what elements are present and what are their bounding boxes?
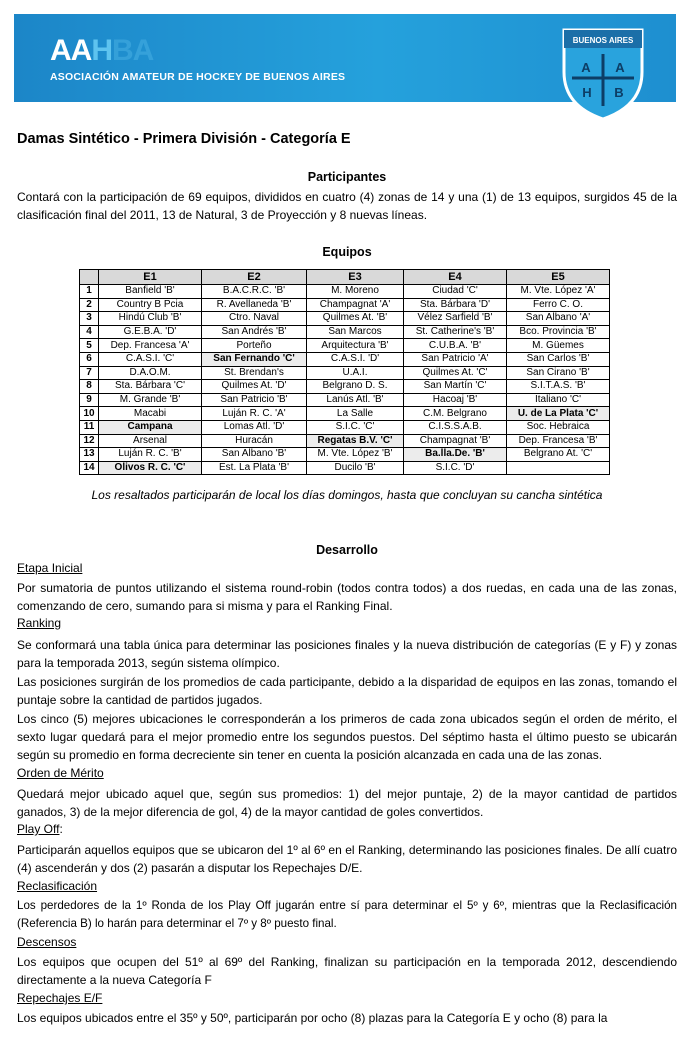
orden-merito-label: Orden de Mérito	[17, 766, 104, 780]
team-cell-e3: M. Moreno	[307, 285, 404, 299]
table-row	[80, 325, 610, 339]
row-number: 9	[80, 393, 99, 407]
org-logo: AAHBA	[50, 34, 154, 67]
team-cell-e2: B.A.C.R.C. 'B'	[202, 285, 307, 299]
team-cell-e3: Champagnat 'A'	[307, 298, 404, 312]
play-off-label: Play Off	[17, 822, 60, 836]
team-cell-e1: Olivos R. C. 'C'	[99, 461, 202, 475]
team-cell-e1: Sta. Bárbara 'C'	[99, 380, 202, 394]
team-cell-e2: Huracán	[202, 434, 307, 448]
row-number: 3	[80, 312, 99, 326]
team-cell-e4: San Patricio 'A'	[404, 352, 507, 366]
table-row	[80, 393, 610, 407]
table-row	[80, 366, 610, 380]
table-row	[80, 434, 610, 448]
header-cell-e5: E5	[507, 270, 610, 285]
team-cell-e5: M. Vte. López 'A'	[507, 285, 610, 299]
team-cell-e5: San Albano 'A'	[507, 312, 610, 326]
page-title: Damas Sintético - Primera División - Categoría E	[17, 131, 351, 147]
team-cell-e3: Belgrano D. S.	[307, 380, 404, 394]
team-cell-e4: Champagnat 'B'	[404, 434, 507, 448]
play-off-colon: :	[59, 822, 63, 836]
team-cell-e2: Est. La Plata 'B'	[202, 461, 307, 475]
team-cell-e1: Arsenal	[99, 434, 202, 448]
table-row	[80, 420, 610, 434]
table-row	[80, 380, 610, 394]
reclasificacion-text: Los perdedores de la 1º Ronda de los Play Off jugarán entre sí para determinar el 5º y 6º, mientras que la Reclasificación (Referencia B) lo harán para determinar el 7º y 8º puesto final.	[17, 899, 677, 930]
team-cell-e5: M. Güemes	[507, 339, 610, 353]
ranking-text-2: Las posiciones surgirán de los promedios de cada participante, debido a la disparidad de equipos en las zonas, tomando el puntaje sobre la cantidad de partidos jugados.	[17, 675, 677, 707]
team-cell-e3: Quilmes At. 'B'	[307, 312, 404, 326]
team-cell-e5: Bco. Provincia 'B'	[507, 325, 610, 339]
row-number: 13	[80, 448, 99, 462]
team-cell-e5: San Carlos 'B'	[507, 352, 610, 366]
team-cell-e1: Campana	[99, 420, 202, 434]
team-cell-e1: Luján R. C. 'B'	[99, 448, 202, 462]
team-cell-e4: C.I.S.S.A.B.	[404, 420, 507, 434]
header-cell-e2: E2	[202, 270, 307, 285]
ranking-label: Ranking	[17, 616, 62, 630]
team-cell-e3: U.A.I.	[307, 366, 404, 380]
team-cell-e4: Ba.lla.De. 'B'	[404, 448, 507, 462]
team-cell-e2: Lomas Atl. 'D'	[202, 420, 307, 434]
team-cell-e1: M. Grande 'B'	[99, 393, 202, 407]
reclasificacion-label: Reclasificación	[17, 879, 98, 893]
ranking-text-1: Se conformará una tabla única para determinar las posiciones finales y la nueva distribución de categorías (E y F) y zonas para la temporada 2013, según sistema olímpico.	[17, 638, 677, 670]
desarrollo-heading: Desarrollo	[316, 543, 378, 557]
repechajes-label: Repechajes E/F	[17, 991, 103, 1005]
svg-text:A: A	[615, 60, 625, 75]
team-cell-e2: Quilmes At. 'D'	[202, 380, 307, 394]
row-number: 8	[80, 380, 99, 394]
team-cell-e4: Ciudad 'C'	[404, 285, 507, 299]
row-number: 6	[80, 352, 99, 366]
orden-merito-text: Quedará mejor ubicado aquel que, según sus promedios: 1) del mejor puntaje, 2) de la mayor cantidad de partidos ganados, 3) de la mejor diferencia de gol, 4) de la mayor cantidad de goles convertidos.	[17, 787, 677, 819]
team-cell-e2: R. Avellaneda 'B'	[202, 298, 307, 312]
table-row	[80, 285, 610, 299]
teams-table-header	[80, 270, 610, 285]
table-row	[80, 407, 610, 421]
team-cell-e2: San Albano 'B'	[202, 448, 307, 462]
teams-table	[79, 269, 610, 475]
table-row	[80, 312, 610, 326]
team-cell-e5: San Cirano 'B'	[507, 366, 610, 380]
team-cell-e2: San Patricio 'B'	[202, 393, 307, 407]
team-cell-e1: Hindú Club 'B'	[99, 312, 202, 326]
header-cell-e3: E3	[307, 270, 404, 285]
team-cell-e2: Ctro. Naval	[202, 312, 307, 326]
descensos-text: Los equipos que ocupen del 51º al 69º del Ranking, finalizan su participación en la temporada 2012, descendiendo directamente a la nueva Categoría F	[17, 955, 677, 987]
team-cell-e1: D.A.O.M.	[99, 366, 202, 380]
row-number: 7	[80, 366, 99, 380]
team-cell-e1: G.E.B.A. 'D'	[99, 325, 202, 339]
row-number: 14	[80, 461, 99, 475]
play-off-text: Participarán aquellos equipos que se ubicaron del 1º al 6º en el Ranking, determinando las posiciones finales. De allí cuatro (4) ascenderán y dos (2) pasarán a disputar los Repechajes D/E.	[17, 843, 677, 875]
team-cell-e4: C.U.B.A. 'B'	[404, 339, 507, 353]
etapa-inicial-text: Por sumatoria de puntos utilizando el sistema round-robin (todos contra todos) a dos ruedas, en cada una de las zonas, comenzando de cero, sumando para si misma y para el Ranking Final.	[17, 581, 677, 613]
table-note: Los resaltados participarán de local los días domingos, hasta que concluyan su cancha sintética	[91, 488, 603, 502]
table-row	[80, 461, 610, 475]
team-cell-e3: S.I.C. 'C'	[307, 420, 404, 434]
team-cell-e3: San Marcos	[307, 325, 404, 339]
team-cell-e3: Regatas B.V. 'C'	[307, 434, 404, 448]
team-cell-e3: M. Vte. López 'B'	[307, 448, 404, 462]
row-number: 11	[80, 420, 99, 434]
row-number: 2	[80, 298, 99, 312]
row-number: 4	[80, 325, 99, 339]
header-cell-e1: E1	[99, 270, 202, 285]
team-cell-e2: Porteño	[202, 339, 307, 353]
descensos-label: Descensos	[17, 935, 77, 949]
team-cell-e1: Macabi	[99, 407, 202, 421]
team-cell-e1: Banfield 'B'	[99, 285, 202, 299]
team-cell-e5	[507, 461, 610, 475]
team-cell-e4: Vélez Sarfield 'B'	[404, 312, 507, 326]
svg-text:A: A	[581, 60, 591, 75]
team-cell-e5: Belgrano At. 'C'	[507, 448, 610, 462]
row-number: 5	[80, 339, 99, 353]
team-cell-e5: Italiano 'C'	[507, 393, 610, 407]
team-cell-e5: U. de La Plata 'C'	[507, 407, 610, 421]
team-cell-e4: San Martín 'C'	[404, 380, 507, 394]
team-cell-e5: Soc. Hebraica	[507, 420, 610, 434]
team-cell-e3: Arquitectura 'B'	[307, 339, 404, 353]
svg-text:B: B	[614, 85, 624, 100]
repechajes-text: Los equipos ubicados entre el 35º y 50º, participarán por ocho (8) plazas para la Categoría E y ocho (8) para la	[17, 1011, 608, 1025]
team-cell-e4: St. Catherine's 'B'	[404, 325, 507, 339]
participantes-text: Contará con la participación de 69 equipos, divididos en cuatro (4) zonas de 14 y una (1) de 13 equipos, surgidos 45 de la clasificación final del 2011, 13 de Natural, 3 de Proyección y 8 nuevas líneas.	[17, 190, 677, 222]
team-cell-e1: Country B Pcia	[99, 298, 202, 312]
ranking-text-3: Los cinco (5) mejores ubicaciones le corresponderán a los primeros de cada zona ubicados según el orden de mérito, el sexto lugar quedará para el mejor promedio entre los segundos puestos. Del séptimo hasta el último puesto se ubicarán según su promedio en forma decreciente sin tener en cuenta la posición alcanzada en cada una de las zonas.	[17, 712, 677, 762]
team-cell-e1: Dep. Francesa 'A'	[99, 339, 202, 353]
team-cell-e2: St. Brendan's	[202, 366, 307, 380]
row-number: 12	[80, 434, 99, 448]
play-off-label-wrap	[17, 822, 63, 836]
team-cell-e3: La Salle	[307, 407, 404, 421]
team-cell-e3: C.A.S.I. 'D'	[307, 352, 404, 366]
participantes-heading: Participantes	[307, 170, 387, 184]
team-cell-e3: Lanús Atl. 'B'	[307, 393, 404, 407]
team-cell-e5: Dep. Francesa 'B'	[507, 434, 610, 448]
team-cell-e4: Sta. Bárbara 'D'	[404, 298, 507, 312]
team-cell-e2: Luján R. C. 'A'	[202, 407, 307, 421]
equipos-heading: Equipos	[322, 245, 372, 259]
team-cell-e3: Ducilo 'B'	[307, 461, 404, 475]
svg-text:BUENOS AIRES: BUENOS AIRES	[572, 36, 634, 45]
etapa-inicial-label: Etapa Inicial	[17, 561, 83, 575]
team-cell-e4: Hacoaj 'B'	[404, 393, 507, 407]
table-row	[80, 339, 610, 353]
team-cell-e2: San Andrés 'B'	[202, 325, 307, 339]
header-cell-e4: E4	[404, 270, 507, 285]
row-number: 10	[80, 407, 99, 421]
team-cell-e5: S.I.T.A.S. 'B'	[507, 380, 610, 394]
table-row	[80, 298, 610, 312]
table-row	[80, 448, 610, 462]
team-cell-e4: C.M. Belgrano	[404, 407, 507, 421]
team-cell-e4: Quilmes At. 'C'	[404, 366, 507, 380]
svg-text:H: H	[582, 85, 592, 100]
table-row	[80, 352, 610, 366]
org-name: ASOCIACIÓN AMATEUR DE HOCKEY DE BUENOS AIRES	[50, 71, 346, 83]
header-cell-num	[80, 270, 99, 285]
row-number: 1	[80, 285, 99, 299]
buenos-aires-crest-icon	[560, 26, 646, 122]
team-cell-e2: San Fernando 'C'	[202, 352, 307, 366]
team-cell-e1: C.A.S.I. 'C'	[99, 352, 202, 366]
team-cell-e5: Ferro C. O.	[507, 298, 610, 312]
team-cell-e4: S.I.C. 'D'	[404, 461, 507, 475]
